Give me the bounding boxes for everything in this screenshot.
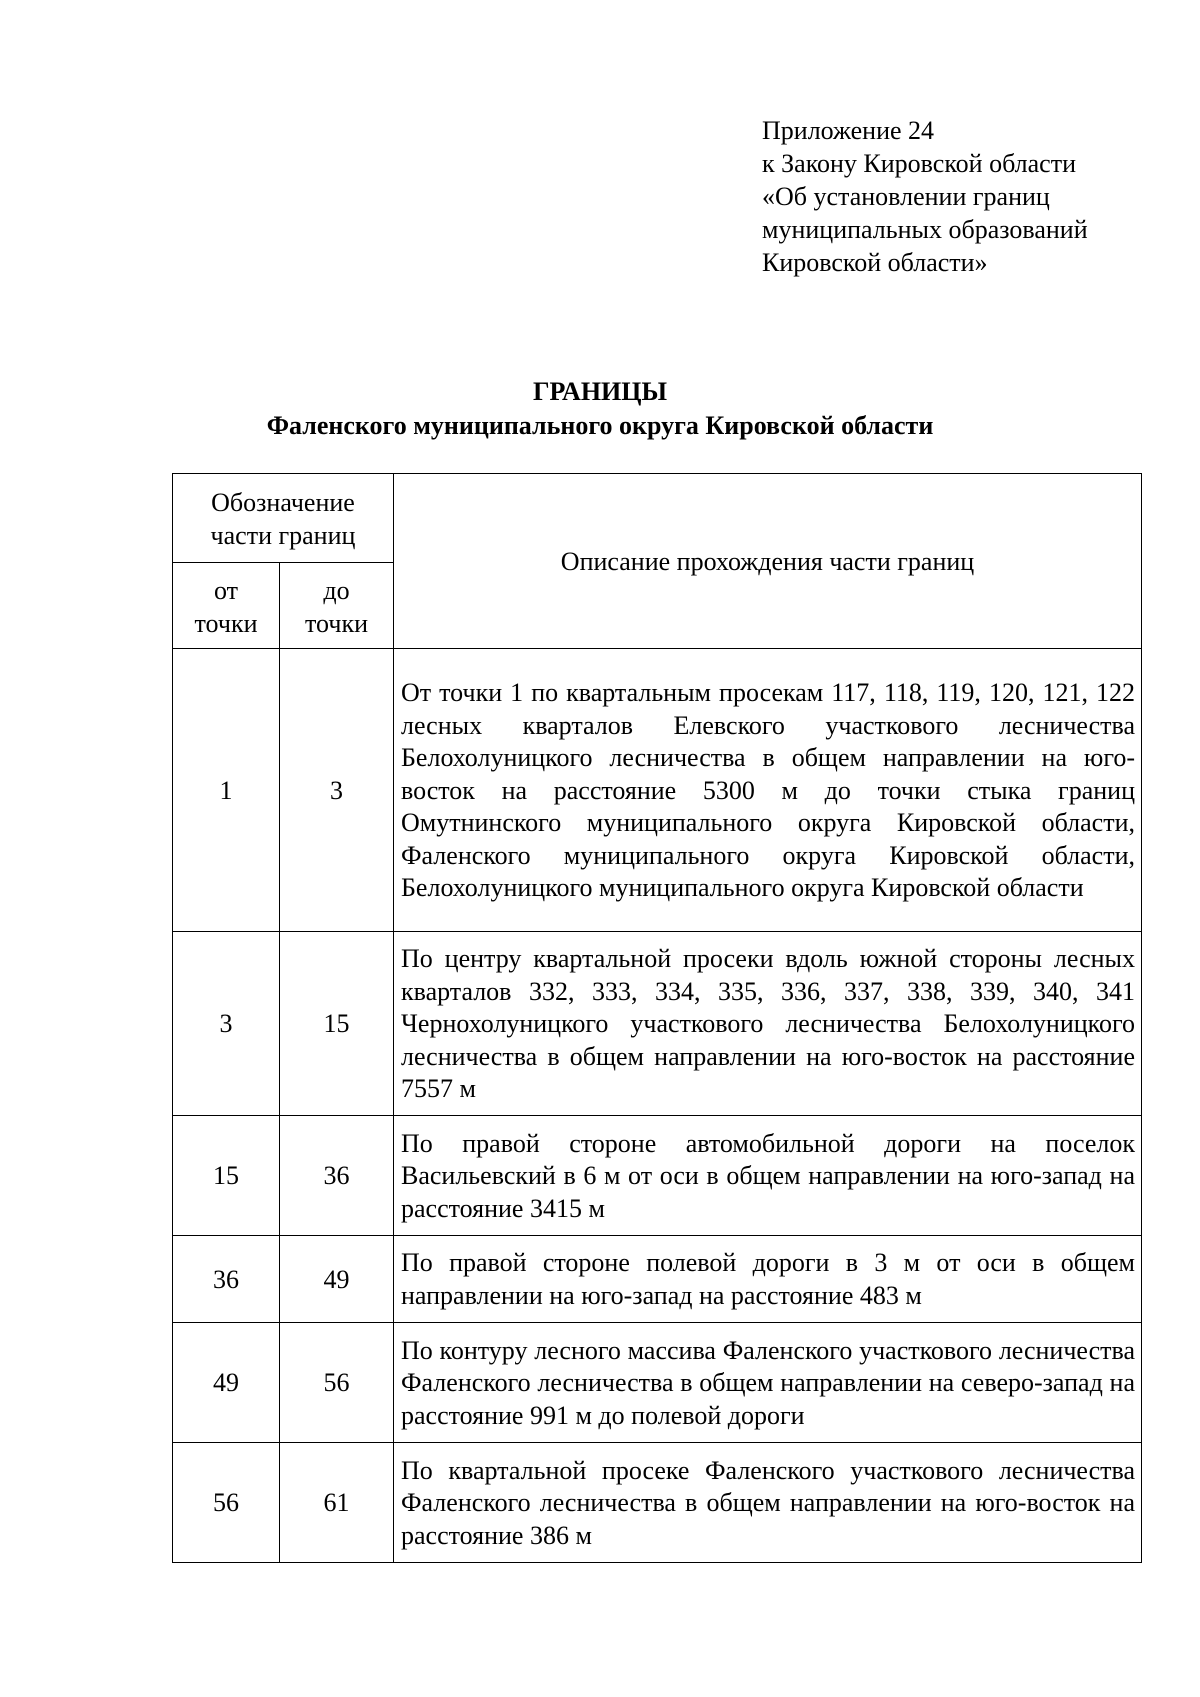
appendix-block bbox=[762, 114, 1182, 279]
appendix-line: Кировской области» bbox=[762, 248, 988, 277]
cell-description: По правой стороне автомобильной дороги на поселок Васильевский в 6 м от оси в общем направлении на юго-запад на расстояние 3415 м bbox=[394, 1116, 1142, 1236]
cell-from: 1 bbox=[173, 649, 280, 932]
title-line-2: Фаленского муниципального округа Кировской области bbox=[266, 411, 934, 440]
header-to: до точки bbox=[280, 563, 394, 649]
cell-to: 49 bbox=[280, 1236, 394, 1323]
appendix-line: «Об установлении границ bbox=[762, 182, 1050, 211]
table-row bbox=[173, 1443, 1142, 1563]
title-line-1: ГРАНИЦЫ bbox=[532, 377, 668, 406]
cell-to: 3 bbox=[280, 649, 394, 932]
cell-description: По квартальной просеке Фаленского участкового лесничества Фаленского лесничества в общем направлении на юго-восток на расстояние 386 м bbox=[394, 1443, 1142, 1563]
cell-from: 49 bbox=[173, 1323, 280, 1443]
cell-description: По центру квартальной просеки вдоль южной стороны лесных кварталов 332, 333, 334, 335, 336, 337, 338, 339, 340, 341 Чернохолуницкого участкового лесничества Белохолуницкого лесничества в общем направлении на юго-восток на расстояние 7557 м bbox=[394, 932, 1142, 1116]
table-row bbox=[173, 649, 1142, 932]
document-title bbox=[0, 375, 1200, 443]
table-row bbox=[173, 932, 1142, 1116]
appendix-line: муниципальных образований bbox=[762, 215, 1088, 244]
cell-description: По контуру лесного массива Фаленского участкового лесничества Фаленского лесничества в общем направлении на северо-запад на расстояние 991 м до полевой дороги bbox=[394, 1323, 1142, 1443]
table-row bbox=[173, 1323, 1142, 1443]
cell-to: 61 bbox=[280, 1443, 394, 1563]
table-header-row bbox=[173, 474, 1142, 563]
cell-from: 56 bbox=[173, 1443, 280, 1563]
table-row bbox=[173, 1236, 1142, 1323]
cell-description: От точки 1 по квартальным просекам 117, 118, 119, 120, 121, 122 лесных кварталов Елевского участкового лесничества Белохолуницкого лесничества в общем направлении на юго-восток на расстояние 5300 м до точки стыка границ Омутнинского муниципального округа Кировской области, Фаленского муниципального округа Кировской области, Белохолуницкого муниципального округа Кировской области bbox=[394, 649, 1142, 932]
cell-to: 36 bbox=[280, 1116, 394, 1236]
cell-to: 15 bbox=[280, 932, 394, 1116]
boundary-table bbox=[172, 473, 1142, 1563]
cell-description: По правой стороне полевой дороги в 3 м от оси в общем направлении на юго-запад на расстояние 483 м bbox=[394, 1236, 1142, 1323]
header-designation: Обозначение части границ bbox=[173, 474, 394, 563]
header-from: от точки bbox=[173, 563, 280, 649]
header-description: Описание прохождения части границ bbox=[394, 474, 1142, 649]
cell-from: 15 bbox=[173, 1116, 280, 1236]
cell-to: 56 bbox=[280, 1323, 394, 1443]
appendix-line: Приложение 24 bbox=[762, 116, 935, 145]
table-row bbox=[173, 1116, 1142, 1236]
cell-from: 36 bbox=[173, 1236, 280, 1323]
appendix-line: к Закону Кировской области bbox=[762, 149, 1076, 178]
cell-from: 3 bbox=[173, 932, 280, 1116]
